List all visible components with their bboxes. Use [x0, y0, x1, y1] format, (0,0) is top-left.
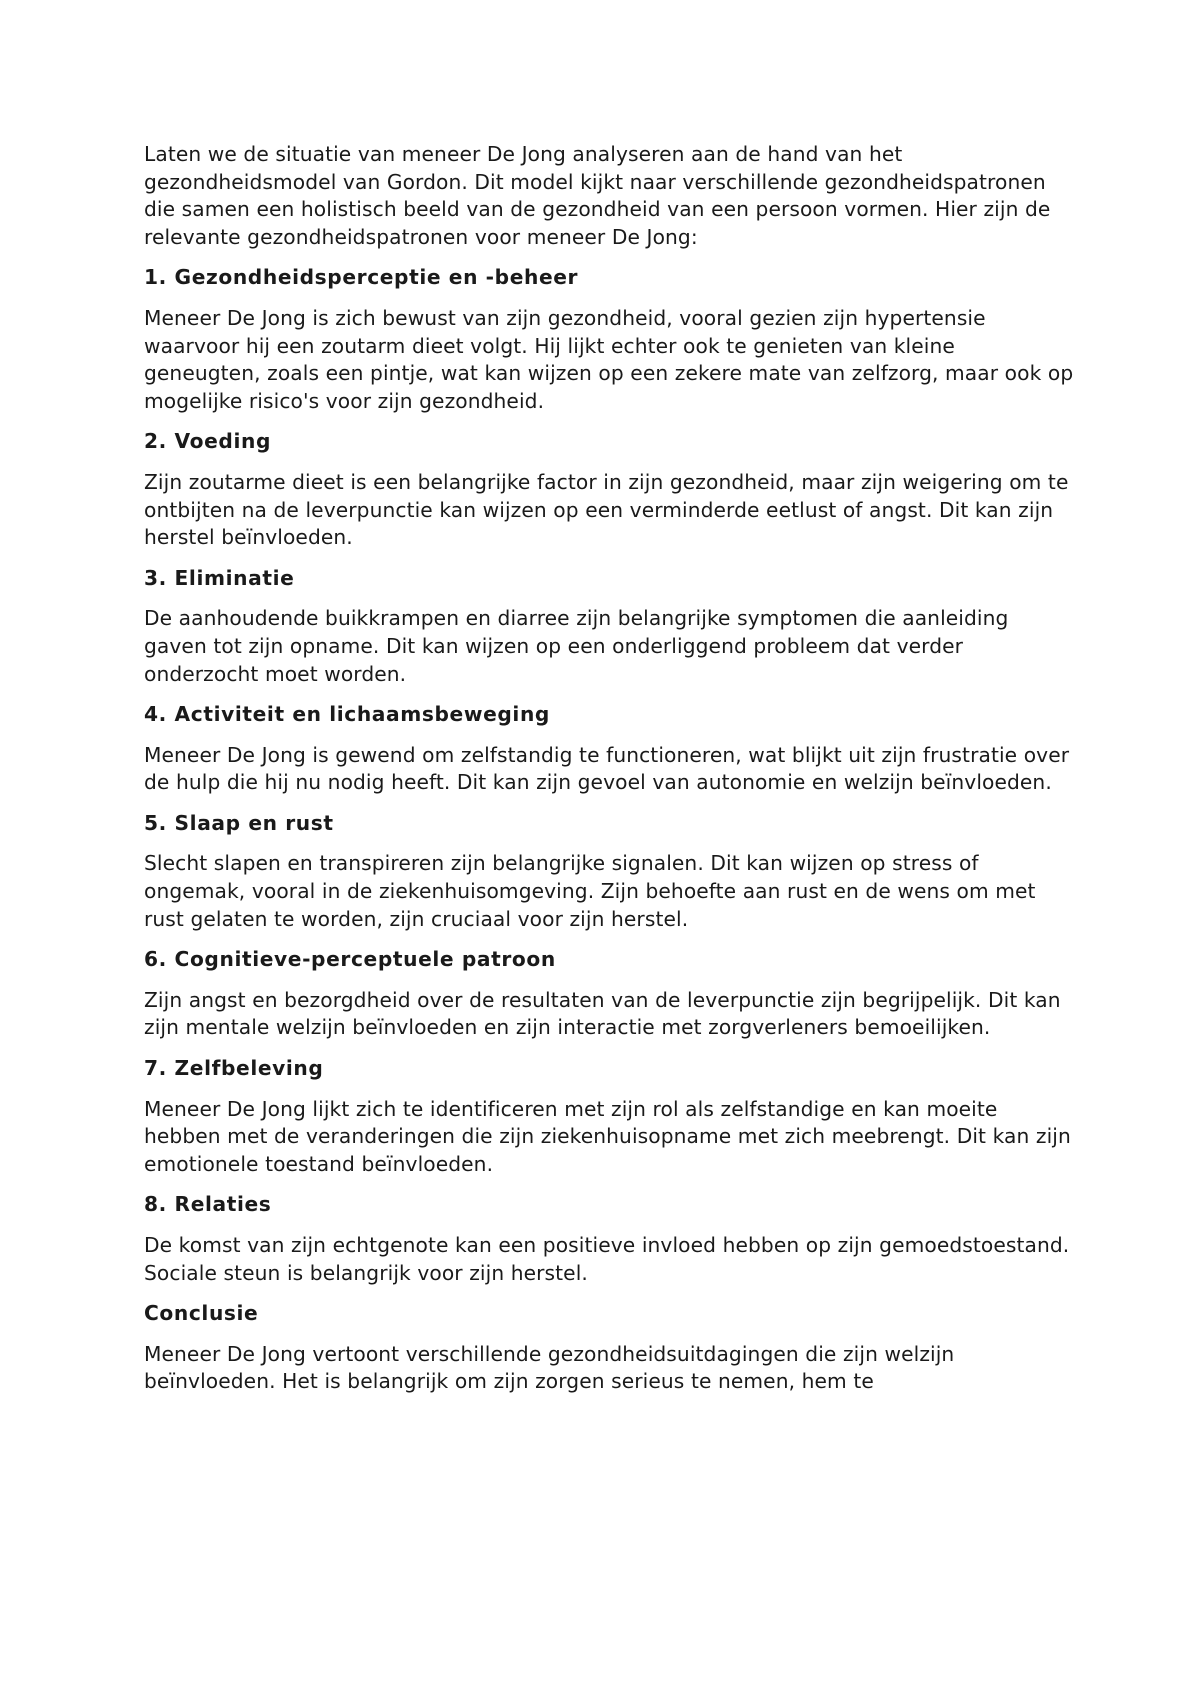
section-heading: 3. Eliminatie: [144, 565, 295, 590]
document-page: [144, 141, 1074, 1409]
section-heading: 1. Gezondheidsperceptie en -beheer: [144, 265, 579, 290]
section-heading: 7. Zelfbeleving: [144, 1056, 324, 1081]
conclusion-heading: Conclusie: [144, 1301, 259, 1326]
section-paragraph: Slecht slapen en transpireren zijn belangrijke signalen. Dit kan wijzen op stress of ongemak, vooral in de ziekenhuisomgeving. Zijn behoefte aan rust en de wens om met rust gelaten te worden, zijn cruciaal voor zijn herstel.: [144, 851, 1036, 931]
section-paragraph: De aanhoudende buikkrampen en diarree zijn belangrijke symptomen die aanleiding gaven tot zijn opname. Dit kan wijzen op een onderliggend probleem dat verder onderzocht moet worden.: [144, 606, 1009, 686]
section-paragraph: Zijn angst en bezorgdheid over de resultaten van de leverpunctie zijn begrijpelijk. Dit kan zijn mentale welzijn beïnvloeden en zijn interactie met zorgverleners bemoeilijken.: [144, 987, 1061, 1040]
section-heading: 6. Cognitieve-perceptuele patroon: [144, 947, 556, 972]
section-heading: 5. Slaap en rust: [144, 810, 334, 835]
section-paragraph: Meneer De Jong lijkt zich te identificeren met zijn rol als zelfstandige en kan moeite hebben met de veranderingen die zijn ziekenhuisopname met zich meebrengt. Dit kan zijn emotionele toestand beïnvloeden.: [144, 1096, 1071, 1176]
intro-paragraph: Laten we de situatie van meneer De Jong analyseren aan de hand van het gezondheidsmodel van Gordon. Dit model kijkt naar verschillende gezondheidspatronen die samen een holistisch beeld van de gezondheid van een persoon vormen. Hier zijn de relevante gezondheidspatronen voor meneer De Jong:: [144, 142, 1051, 249]
section-paragraph: Meneer De Jong is zich bewust van zijn gezondheid, vooral gezien zijn hypertensie waarvoor hij een zoutarm dieet volgt. Hij lijkt echter ook te genieten van kleine geneugten, zoals een pintje, wat kan wijzen op een zekere mate van zelfzorg, maar ook op mogelijke risico's voor zijn gezondheid.: [144, 305, 1074, 413]
section-heading: 4. Activiteit en lichaamsbeweging: [144, 702, 550, 727]
section-heading: 2. Voeding: [144, 429, 272, 454]
conclusion-paragraph: Meneer De Jong vertoont verschillende gezondheidsuitdagingen die zijn welzijn beïnvloeden. Het is belangrijk om zijn zorgen serieus te nemen, hem te: [144, 1341, 955, 1394]
section-paragraph: Meneer De Jong is gewend om zelfstandig te functioneren, wat blijkt uit zijn frustratie over de hulp die hij nu nodig heeft. Dit kan zijn gevoel van autonomie en welzijn beïnvloeden.: [144, 742, 1070, 795]
section-paragraph: De komst van zijn echtgenote kan een positieve invloed hebben op zijn gemoedstoestand. Sociale steun is belangrijk voor zijn herstel.: [144, 1233, 1070, 1285]
section-heading: 8. Relaties: [144, 1192, 272, 1217]
section-paragraph: Zijn zoutarme dieet is een belangrijke factor in zijn gezondheid, maar zijn weigering om te ontbijten na de leverpunctie kan wijzen op een verminderde eetlust of angst. Dit kan zijn herstel beïnvloeden.: [144, 469, 1069, 550]
